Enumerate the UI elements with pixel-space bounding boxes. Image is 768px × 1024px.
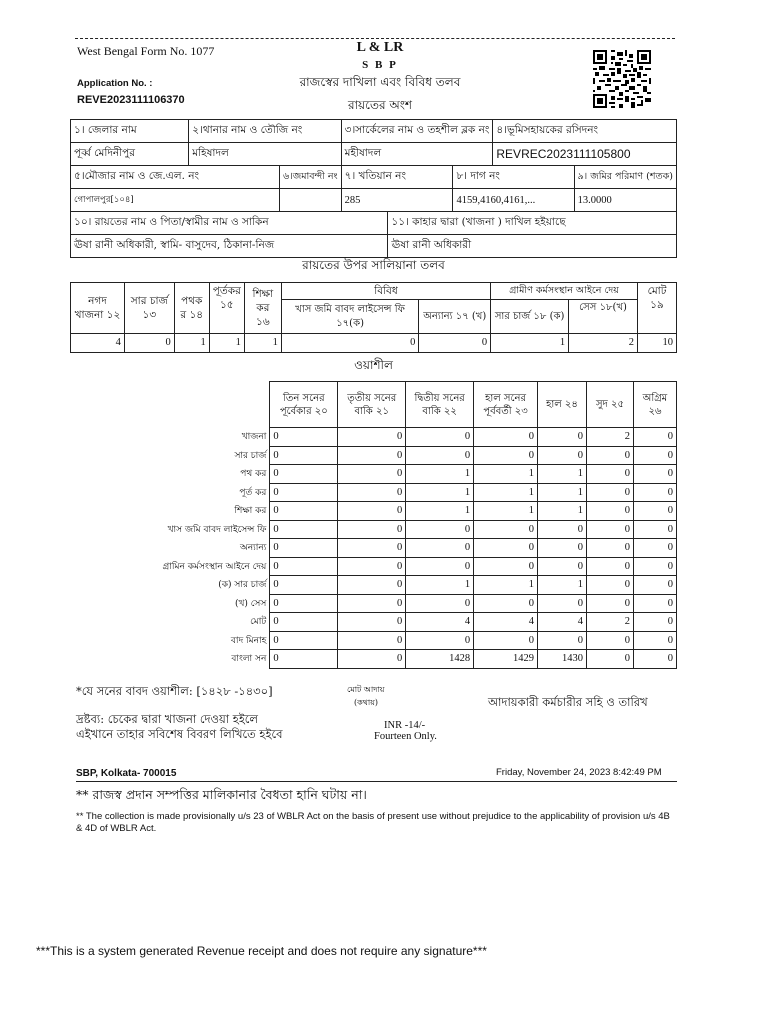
license-fee-header: খাস জমি বাবদ লাইসেন্স ফি ১৭(ক) [281,300,419,334]
arrears-row [70,520,677,539]
arrears-row [70,631,677,650]
amount-words: Fourteen Only. [374,731,437,742]
arrears-cell: 0 [474,428,538,447]
cash-rent-header: নগদ খাজনা ১২ [71,283,125,334]
arrears-cell: 2 [587,613,634,632]
road-cess-value: 1 [174,334,209,353]
arrears-cell: 0 [587,446,634,465]
arrears-cell: 0 [270,613,338,632]
dag-header: ৮। দাগ নং [453,166,574,189]
raiyat-name-header: ১০। রায়তের নাম ও পিতা/স্বামীর নাম ও সাকিন [71,212,388,235]
annual-demand-title: রায়তের উপর সালিয়ানা তলব [302,258,445,272]
arrears-cell: 0 [587,539,634,558]
arrears-cell: 1 [406,483,474,502]
arrears-cell: 0 [587,520,634,539]
arrears-row-label: পূর্ত কর [70,483,270,502]
arrears-row [70,539,677,558]
arrears-cell: 1428 [406,650,474,669]
arrears-cell: 0 [270,594,338,613]
arrears-cell: 0 [338,520,406,539]
arrears-cell: 1 [474,502,538,521]
surcharge-18a-value: 1 [491,334,569,353]
arrears-cell: 0 [338,613,406,632]
police-station-value: মহিষাদল [189,143,341,166]
cash-rent-value: 4 [71,334,125,353]
district-value: পূর্ব্ব মেদিনীপুর [71,143,189,166]
arrears-cell: 0 [406,428,474,447]
system-generated-note: ***This is a system generated Revenue receipt and does not require any signature*** [36,944,487,958]
arrears-cell: 0 [633,502,676,521]
arrears-row [70,557,677,576]
arrears-cell: 1 [538,465,587,484]
arrears-cell: 0 [270,502,338,521]
collector-signature-label: আদায়কারী কর্মচারীর সহি ও তারিখ [488,695,648,709]
arrears-cell: 0 [538,520,587,539]
arrears-cell: 0 [270,557,338,576]
lr-heading: L & LR [356,40,404,55]
receipt-title: রাজস্বের দাখিলা এবং বিবিধ তলব [299,75,461,89]
arrears-cell: 0 [338,631,406,650]
arrears-row [70,446,677,465]
arrears-cell: 0 [587,483,634,502]
jamabandi-value [280,189,342,212]
in-words-label: (কথায়) [354,698,379,707]
arrears-cell: 0 [538,557,587,576]
qr-code [591,50,653,108]
arrears-cell: 0 [270,446,338,465]
arrears-header: দ্বিতীয় সনের বাকি ২২ [406,382,474,428]
payer-value: ঊষা রানী অধিকারী [388,235,677,258]
arrears-header: অগ্রিম ২৬ [633,382,676,428]
arrears-row-label: (খ) সেস [70,594,270,613]
circle-value: মহীষাদল [341,143,493,166]
arrears-cell: 0 [633,650,676,669]
arrears-row [70,594,677,613]
receipt-no-value: REVREC2023111105800 [493,143,677,166]
cess-18b-header: সেস ১৮(খ) [569,300,638,334]
arrears-row-label: বাংলা সন [70,650,270,669]
arrears-cell: 0 [338,465,406,484]
khatian-value: 285 [341,189,453,212]
arrears-corner [70,382,270,428]
arrears-header: তৃতীয় সনের বাকি ২১ [338,382,406,428]
arrears-cell: 4 [474,613,538,632]
arrears-row [70,650,677,669]
arrears-cell: 1 [474,465,538,484]
land-area-header: ৯। জমির পরিমাণ (শতক) [574,166,676,189]
arrears-cell: 0 [270,576,338,595]
khatian-header: ৭। খতিয়ান নং [341,166,453,189]
arrears-cell: 0 [474,446,538,465]
jamabandi-header: ৬।জমাবন্দী নং [280,166,342,189]
rural-employment-header: গ্রামীণ কর্মসংস্থান আইনে দেয় [491,283,638,300]
ownership-note: ** রাজস্ব প্রদান সম্পত্তির মালিকানার বৈধতা হানি ঘটায় না। [76,787,367,802]
arrears-cell: 0 [406,539,474,558]
application-number: REVE2023111106370 [77,94,185,106]
arrears-cell: 1 [406,576,474,595]
footer-divider [76,781,677,782]
application-label: Application No. : [77,78,153,89]
form-number: West Bengal Form No. 1077 [77,44,215,58]
sbp-heading: S B P [362,59,398,71]
arrears-row-label: শিক্ষা কর [70,502,270,521]
arrears-cell: 0 [338,650,406,669]
year-note: *যে সনের বাবদ ওয়াশীল: [১৪২৮ -১৪৩০] [76,684,273,698]
arrears-cell: 0 [633,539,676,558]
office-address: SBP, Kolkata- 700015 [76,768,177,779]
arrears-cell: 0 [338,446,406,465]
arrears-row [70,613,677,632]
arrears-cell: 0 [338,502,406,521]
arrears-cell: 2 [587,428,634,447]
arrears-cell: 1430 [538,650,587,669]
education-cess-header: শিক্ষা কর ১৬ [244,283,281,334]
annual-demand-table [70,282,677,353]
surcharge-value: 0 [124,334,174,353]
arrears-cell: 0 [474,631,538,650]
arrears-row [70,576,677,595]
arrears-cell: 0 [587,465,634,484]
arrears-cell: 1 [406,465,474,484]
arrears-cell: 0 [270,650,338,669]
arrears-cell: 4 [406,613,474,632]
police-station-header: ২।থানার নাম ও তৌজি নং [189,120,341,143]
arrears-cell: 0 [587,594,634,613]
arrears-title: ওয়াশীল [354,358,393,372]
arrears-cell: 4 [538,613,587,632]
raiyat-name-value: ঊষা রানী অধিকারী, স্বামি- বাসুদেব, ঠিকানা-নিজ [71,235,388,258]
arrears-row-label: খাজনা [70,428,270,447]
mouza-value: গোপালপুর[১০৪] [71,189,280,212]
arrears-cell: 0 [338,539,406,558]
misc-header: বিবিধ [281,283,490,300]
mouza-header: ৫।মৌজার নাম ও জে.এল. নং [71,166,280,189]
surcharge-18a-header: সার চার্জ ১৮ (ক) [491,300,569,334]
arrears-cell: 0 [338,557,406,576]
arrears-header: সুদ ২৫ [587,382,634,428]
arrears-cell: 0 [270,483,338,502]
arrears-cell: 0 [587,557,634,576]
arrears-row-label: (ক) সার চার্জ [70,576,270,595]
arrears-header: হাল সনের পূর্ববর্তী ২৩ [474,382,538,428]
arrears-row-label: পথ কর [70,465,270,484]
arrears-row-label: অন্যান্য [70,539,270,558]
arrears-cell: 0 [633,520,676,539]
amount-inr: INR -14/- [384,720,426,731]
cheque-note: দ্রষ্টব্য: চেকের দ্বারা খাজনা দেওয়া হইলে এইখানে তাহার সবিশেষ বিবরণ লিখিতে হইবে [76,712,283,741]
public-works-header: পূর্তকর ১৫ [209,283,244,334]
arrears-header: হাল ২৪ [538,382,587,428]
dag-value: 4159,4160,4161,... [453,189,574,212]
arrears-cell: 0 [474,539,538,558]
arrears-cell: 0 [538,594,587,613]
arrears-cell: 1 [474,483,538,502]
arrears-cell: 0 [338,428,406,447]
arrears-row [70,502,677,521]
cess-18b-value: 2 [569,334,638,353]
arrears-cell: 0 [406,557,474,576]
arrears-cell: 0 [406,520,474,539]
arrears-cell: 0 [633,631,676,650]
arrears-cell: 0 [633,483,676,502]
road-cess-header: পথক র ১৪ [174,283,209,334]
arrears-cell: 0 [270,539,338,558]
arrears-row [70,483,677,502]
arrears-cell: 1 [538,502,587,521]
arrears-cell: 1 [474,576,538,595]
arrears-cell: 1429 [474,650,538,669]
arrears-row-label: বাদ মিনাহ [70,631,270,650]
arrears-row [70,428,677,447]
top-dashed-line [75,38,675,39]
arrears-cell: 0 [633,446,676,465]
arrears-cell: 0 [633,465,676,484]
others-header: অন্যান্য ১৭ (খ) [419,300,491,334]
arrears-cell: 1 [538,483,587,502]
arrears-cell: 0 [538,428,587,447]
arrears-row [70,465,677,484]
arrears-row-label: গ্রামিন কর্মসংস্থান আইনে দেয় [70,557,270,576]
arrears-row-label: মোট [70,613,270,632]
payer-header: ১১। কাহার দ্বারা (খাজনা ) দাখিল হইয়াছে [388,212,677,235]
arrears-cell: 0 [474,557,538,576]
arrears-cell: 0 [633,613,676,632]
arrears-cell: 1 [538,576,587,595]
license-fee-value: 0 [281,334,419,353]
arrears-cell: 0 [587,502,634,521]
arrears-cell: 0 [538,631,587,650]
arrears-cell: 0 [474,520,538,539]
total-value: 10 [638,334,677,353]
arrears-cell: 0 [538,446,587,465]
land-area-value: 13.0000 [574,189,676,212]
arrears-cell: 0 [538,539,587,558]
total-header: মোট ১৯ [638,283,677,334]
arrears-cell: 0 [270,428,338,447]
arrears-cell: 0 [406,446,474,465]
receipt-subtitle: রায়তের অংশ [347,98,413,112]
receipt-no-header: ৪।ভূমিসহায়কের রসিদনং [493,120,677,143]
arrears-cell: 0 [587,576,634,595]
arrears-cell: 0 [474,594,538,613]
arrears-cell: 0 [270,465,338,484]
arrears-cell: 0 [270,631,338,650]
arrears-cell: 0 [338,594,406,613]
arrears-cell: 0 [338,576,406,595]
arrears-table [70,381,677,669]
land-info-table [70,119,677,258]
arrears-cell: 0 [338,483,406,502]
arrears-cell: 0 [406,594,474,613]
arrears-cell: 0 [633,594,676,613]
arrears-cell: 0 [406,631,474,650]
arrears-cell: 0 [587,631,634,650]
arrears-row-label: সার চার্জ [70,446,270,465]
print-datetime: Friday, November 24, 2023 8:42:49 PM [496,767,662,778]
arrears-cell: 0 [633,576,676,595]
arrears-cell: 0 [270,520,338,539]
others-value: 0 [419,334,491,353]
surcharge-header: সার চার্জ ১৩ [124,283,174,334]
arrears-header: তিন সনের পূর্বেকার ২০ [270,382,338,428]
arrears-cell: 0 [633,428,676,447]
provisional-note: ** The collection is made provisionally u/s 23 of WBLR Act on the basis of present use without prejudice to the applicability of provision u/s 4B & 4D of WBLR Act. [76,811,670,834]
arrears-cell: 1 [406,502,474,521]
arrears-row-label: খাস জমি বাবদ লাইসেন্স ফি [70,520,270,539]
education-cess-value: 1 [244,334,281,353]
arrears-cell: 0 [633,557,676,576]
district-header: ১। জেলার নাম [71,120,189,143]
total-collection-label: মোট আদায় [347,685,385,694]
circle-header: ৩।সার্কেলের নাম ও তহশীল ব্লক নং [341,120,493,143]
arrears-cell: 0 [587,650,634,669]
public-works-value: 1 [209,334,244,353]
